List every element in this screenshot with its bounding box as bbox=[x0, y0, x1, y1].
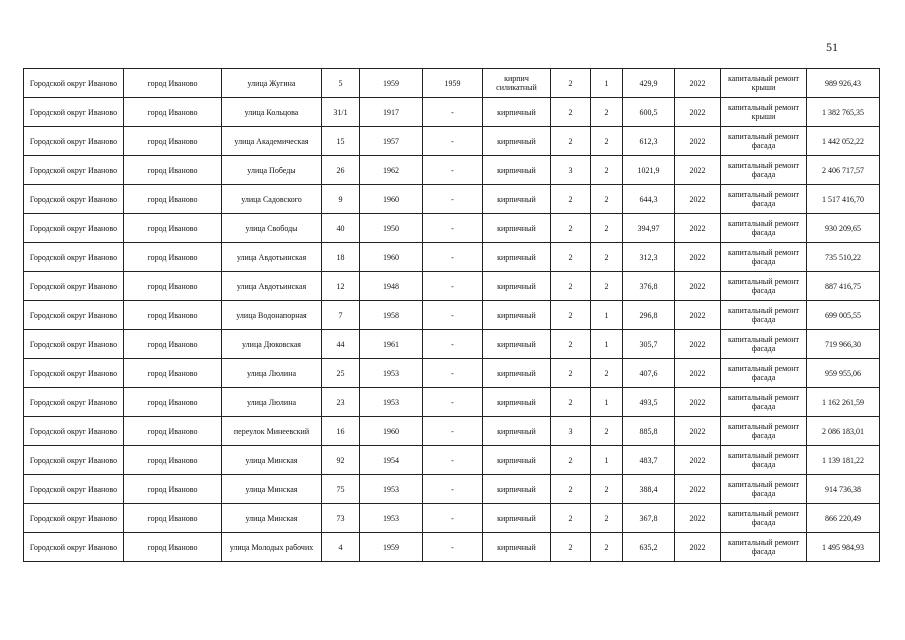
street-cell: улица Авдотьинская bbox=[222, 272, 322, 301]
wall-material-cell: кирпичный bbox=[483, 156, 551, 185]
wall-material-cell: кирпичный bbox=[483, 330, 551, 359]
build-year-cell: 1954 bbox=[360, 446, 423, 475]
reconstruction-year-cell: - bbox=[423, 156, 483, 185]
work-type-cell: капитальный ремонт фасада bbox=[721, 214, 807, 243]
cost-cell: 1 517 416,70 bbox=[807, 185, 880, 214]
table-row bbox=[24, 475, 880, 504]
cost-cell: 1 162 261,59 bbox=[807, 388, 880, 417]
municipality-cell: Городской округ Иваново bbox=[24, 98, 124, 127]
table-row bbox=[24, 417, 880, 446]
table-row bbox=[24, 185, 880, 214]
entrances-cell: 1 bbox=[591, 330, 623, 359]
settlement-cell: город Иваново bbox=[124, 185, 222, 214]
wall-material-cell: кирпичный bbox=[483, 98, 551, 127]
work-type-cell: капитальный ремонт фасада bbox=[721, 533, 807, 562]
house-number-cell: 7 bbox=[322, 301, 360, 330]
table-row bbox=[24, 69, 880, 98]
plan-year-cell: 2022 bbox=[675, 533, 721, 562]
table-row bbox=[24, 272, 880, 301]
house-number-cell: 5 bbox=[322, 69, 360, 98]
cost-cell: 887 416,75 bbox=[807, 272, 880, 301]
plan-year-cell: 2022 bbox=[675, 301, 721, 330]
reconstruction-year-cell: - bbox=[423, 127, 483, 156]
work-type-cell: капитальный ремонт фасада bbox=[721, 475, 807, 504]
work-type-cell: капитальный ремонт фасада bbox=[721, 156, 807, 185]
municipality-cell: Городской округ Иваново bbox=[24, 301, 124, 330]
street-cell: переулок Минеевский bbox=[222, 417, 322, 446]
plan-year-cell: 2022 bbox=[675, 446, 721, 475]
street-cell: улица Академическая bbox=[222, 127, 322, 156]
area-cell: 394,97 bbox=[623, 214, 675, 243]
floors-cell: 2 bbox=[551, 330, 591, 359]
floors-cell: 2 bbox=[551, 475, 591, 504]
house-number-cell: 18 bbox=[322, 243, 360, 272]
settlement-cell: город Иваново bbox=[124, 214, 222, 243]
area-cell: 376,8 bbox=[623, 272, 675, 301]
entrances-cell: 2 bbox=[591, 127, 623, 156]
build-year-cell: 1959 bbox=[360, 69, 423, 98]
build-year-cell: 1959 bbox=[360, 533, 423, 562]
work-type-cell: капитальный ремонт фасада bbox=[721, 185, 807, 214]
page-number: 51 bbox=[826, 40, 838, 54]
settlement-cell: город Иваново bbox=[124, 127, 222, 156]
work-type-cell: капитальный ремонт крыши bbox=[721, 69, 807, 98]
build-year-cell: 1953 bbox=[360, 504, 423, 533]
municipality-cell: Городской округ Иваново bbox=[24, 214, 124, 243]
area-cell: 493,5 bbox=[623, 388, 675, 417]
settlement-cell: город Иваново bbox=[124, 243, 222, 272]
area-cell: 644,3 bbox=[623, 185, 675, 214]
table-row bbox=[24, 330, 880, 359]
entrances-cell: 1 bbox=[591, 388, 623, 417]
table-row bbox=[24, 301, 880, 330]
municipality-cell: Городской округ Иваново bbox=[24, 272, 124, 301]
floors-cell: 2 bbox=[551, 359, 591, 388]
settlement-cell: город Иваново bbox=[124, 98, 222, 127]
house-number-cell: 31/1 bbox=[322, 98, 360, 127]
wall-material-cell: кирпичный bbox=[483, 272, 551, 301]
table-row bbox=[24, 533, 880, 562]
work-type-cell: капитальный ремонт фасада bbox=[721, 301, 807, 330]
wall-material-cell: кирпичный bbox=[483, 388, 551, 417]
cost-cell: 699 005,55 bbox=[807, 301, 880, 330]
wall-material-cell: кирпичный bbox=[483, 243, 551, 272]
street-cell: улица Садовского bbox=[222, 185, 322, 214]
cost-cell: 1 495 984,93 bbox=[807, 533, 880, 562]
house-number-cell: 16 bbox=[322, 417, 360, 446]
wall-material-cell: кирпичный bbox=[483, 446, 551, 475]
reconstruction-year-cell: - bbox=[423, 214, 483, 243]
settlement-cell: город Иваново bbox=[124, 533, 222, 562]
build-year-cell: 1953 bbox=[360, 475, 423, 504]
entrances-cell: 2 bbox=[591, 156, 623, 185]
work-type-cell: капитальный ремонт фасада bbox=[721, 504, 807, 533]
area-cell: 407,6 bbox=[623, 359, 675, 388]
floors-cell: 2 bbox=[551, 214, 591, 243]
municipality-cell: Городской округ Иваново bbox=[24, 243, 124, 272]
cost-cell: 866 220,49 bbox=[807, 504, 880, 533]
wall-material-cell: кирпичный bbox=[483, 359, 551, 388]
work-type-cell: капитальный ремонт фасада bbox=[721, 359, 807, 388]
area-cell: 312,3 bbox=[623, 243, 675, 272]
reconstruction-year-cell: 1959 bbox=[423, 69, 483, 98]
floors-cell: 2 bbox=[551, 533, 591, 562]
plan-year-cell: 2022 bbox=[675, 330, 721, 359]
floors-cell: 2 bbox=[551, 446, 591, 475]
plan-year-cell: 2022 bbox=[675, 388, 721, 417]
street-cell: улица Люлина bbox=[222, 359, 322, 388]
table-row bbox=[24, 446, 880, 475]
build-year-cell: 1962 bbox=[360, 156, 423, 185]
area-cell: 635,2 bbox=[623, 533, 675, 562]
municipality-cell: Городской округ Иваново bbox=[24, 446, 124, 475]
settlement-cell: город Иваново bbox=[124, 156, 222, 185]
street-cell: улица Свободы bbox=[222, 214, 322, 243]
house-number-cell: 73 bbox=[322, 504, 360, 533]
house-number-cell: 92 bbox=[322, 446, 360, 475]
build-year-cell: 1953 bbox=[360, 388, 423, 417]
area-cell: 388,4 bbox=[623, 475, 675, 504]
entrances-cell: 2 bbox=[591, 417, 623, 446]
municipality-cell: Городской округ Иваново bbox=[24, 388, 124, 417]
build-year-cell: 1950 bbox=[360, 214, 423, 243]
floors-cell: 2 bbox=[551, 272, 591, 301]
cost-cell: 959 955,06 bbox=[807, 359, 880, 388]
plan-year-cell: 2022 bbox=[675, 127, 721, 156]
wall-material-cell: кирпичный bbox=[483, 127, 551, 156]
cost-cell: 1 442 052,22 bbox=[807, 127, 880, 156]
settlement-cell: город Иваново bbox=[124, 446, 222, 475]
table-row bbox=[24, 388, 880, 417]
build-year-cell: 1917 bbox=[360, 98, 423, 127]
area-cell: 483,7 bbox=[623, 446, 675, 475]
settlement-cell: город Иваново bbox=[124, 504, 222, 533]
build-year-cell: 1957 bbox=[360, 127, 423, 156]
build-year-cell: 1960 bbox=[360, 243, 423, 272]
reconstruction-year-cell: - bbox=[423, 533, 483, 562]
municipality-cell: Городской округ Иваново bbox=[24, 330, 124, 359]
plan-year-cell: 2022 bbox=[675, 156, 721, 185]
reconstruction-year-cell: - bbox=[423, 243, 483, 272]
table-row bbox=[24, 98, 880, 127]
wall-material-cell: кирпичный bbox=[483, 533, 551, 562]
settlement-cell: город Иваново bbox=[124, 388, 222, 417]
municipality-cell: Городской округ Иваново bbox=[24, 533, 124, 562]
cost-cell: 1 382 765,35 bbox=[807, 98, 880, 127]
street-cell: улица Молодых рабочих bbox=[222, 533, 322, 562]
entrances-cell: 2 bbox=[591, 475, 623, 504]
municipality-cell: Городской округ Иваново bbox=[24, 127, 124, 156]
street-cell: улица Минская bbox=[222, 446, 322, 475]
house-number-cell: 26 bbox=[322, 156, 360, 185]
plan-year-cell: 2022 bbox=[675, 272, 721, 301]
reconstruction-year-cell: - bbox=[423, 475, 483, 504]
entrances-cell: 2 bbox=[591, 533, 623, 562]
street-cell: улица Кольцова bbox=[222, 98, 322, 127]
area-cell: 305,7 bbox=[623, 330, 675, 359]
street-cell: улица Минская bbox=[222, 504, 322, 533]
street-cell: улица Жугина bbox=[222, 69, 322, 98]
table-row bbox=[24, 127, 880, 156]
settlement-cell: город Иваново bbox=[124, 330, 222, 359]
street-cell: улица Дюковская bbox=[222, 330, 322, 359]
entrances-cell: 2 bbox=[591, 243, 623, 272]
wall-material-cell: кирпичный bbox=[483, 504, 551, 533]
house-number-cell: 44 bbox=[322, 330, 360, 359]
reconstruction-year-cell: - bbox=[423, 388, 483, 417]
settlement-cell: город Иваново bbox=[124, 475, 222, 504]
municipality-cell: Городской округ Иваново bbox=[24, 504, 124, 533]
floors-cell: 2 bbox=[551, 243, 591, 272]
settlement-cell: город Иваново bbox=[124, 417, 222, 446]
plan-year-cell: 2022 bbox=[675, 243, 721, 272]
entrances-cell: 1 bbox=[591, 69, 623, 98]
area-cell: 600,5 bbox=[623, 98, 675, 127]
wall-material-cell: кирпичный bbox=[483, 185, 551, 214]
municipality-cell: Городской округ Иваново bbox=[24, 156, 124, 185]
floors-cell: 2 bbox=[551, 504, 591, 533]
build-year-cell: 1958 bbox=[360, 301, 423, 330]
wall-material-cell: кирпичный bbox=[483, 301, 551, 330]
plan-year-cell: 2022 bbox=[675, 185, 721, 214]
cost-cell: 930 209,65 bbox=[807, 214, 880, 243]
work-type-cell: капитальный ремонт фасада bbox=[721, 417, 807, 446]
house-number-cell: 12 bbox=[322, 272, 360, 301]
floors-cell: 3 bbox=[551, 417, 591, 446]
cost-cell: 2 406 717,57 bbox=[807, 156, 880, 185]
entrances-cell: 2 bbox=[591, 185, 623, 214]
floors-cell: 2 bbox=[551, 127, 591, 156]
table-row bbox=[24, 243, 880, 272]
house-number-cell: 40 bbox=[322, 214, 360, 243]
municipality-cell: Городской округ Иваново bbox=[24, 69, 124, 98]
plan-year-cell: 2022 bbox=[675, 214, 721, 243]
reconstruction-year-cell: - bbox=[423, 272, 483, 301]
plan-year-cell: 2022 bbox=[675, 504, 721, 533]
entrances-cell: 1 bbox=[591, 301, 623, 330]
work-type-cell: капитальный ремонт крыши bbox=[721, 98, 807, 127]
settlement-cell: город Иваново bbox=[124, 359, 222, 388]
cost-cell: 719 966,30 bbox=[807, 330, 880, 359]
floors-cell: 2 bbox=[551, 388, 591, 417]
build-year-cell: 1961 bbox=[360, 330, 423, 359]
wall-material-cell: кирпичный bbox=[483, 475, 551, 504]
build-year-cell: 1960 bbox=[360, 185, 423, 214]
house-number-cell: 25 bbox=[322, 359, 360, 388]
plan-year-cell: 2022 bbox=[675, 69, 721, 98]
area-cell: 885,8 bbox=[623, 417, 675, 446]
municipality-cell: Городской округ Иваново bbox=[24, 359, 124, 388]
street-cell: улица Люлина bbox=[222, 388, 322, 417]
build-year-cell: 1960 bbox=[360, 417, 423, 446]
plan-year-cell: 2022 bbox=[675, 475, 721, 504]
entrances-cell: 2 bbox=[591, 98, 623, 127]
entrances-cell: 2 bbox=[591, 272, 623, 301]
housing-repair-table bbox=[23, 68, 880, 562]
wall-material-cell: кирпичный bbox=[483, 214, 551, 243]
floors-cell: 3 bbox=[551, 156, 591, 185]
area-cell: 429,9 bbox=[623, 69, 675, 98]
floors-cell: 2 bbox=[551, 98, 591, 127]
work-type-cell: капитальный ремонт фасада bbox=[721, 330, 807, 359]
entrances-cell: 2 bbox=[591, 359, 623, 388]
work-type-cell: капитальный ремонт фасада bbox=[721, 127, 807, 156]
build-year-cell: 1948 bbox=[360, 272, 423, 301]
area-cell: 367,8 bbox=[623, 504, 675, 533]
work-type-cell: капитальный ремонт фасада bbox=[721, 388, 807, 417]
municipality-cell: Городской округ Иваново bbox=[24, 475, 124, 504]
wall-material-cell: кирпич силикатный bbox=[483, 69, 551, 98]
table-row bbox=[24, 214, 880, 243]
area-cell: 1021,9 bbox=[623, 156, 675, 185]
reconstruction-year-cell: - bbox=[423, 359, 483, 388]
floors-cell: 2 bbox=[551, 301, 591, 330]
cost-cell: 914 736,38 bbox=[807, 475, 880, 504]
floors-cell: 2 bbox=[551, 69, 591, 98]
municipality-cell: Городской округ Иваново bbox=[24, 417, 124, 446]
settlement-cell: город Иваново bbox=[124, 301, 222, 330]
reconstruction-year-cell: - bbox=[423, 330, 483, 359]
plan-year-cell: 2022 bbox=[675, 98, 721, 127]
reconstruction-year-cell: - bbox=[423, 504, 483, 533]
house-number-cell: 23 bbox=[322, 388, 360, 417]
entrances-cell: 2 bbox=[591, 214, 623, 243]
cost-cell: 989 926,43 bbox=[807, 69, 880, 98]
reconstruction-year-cell: - bbox=[423, 417, 483, 446]
floors-cell: 2 bbox=[551, 185, 591, 214]
plan-year-cell: 2022 bbox=[675, 359, 721, 388]
street-cell: улица Победы bbox=[222, 156, 322, 185]
settlement-cell: город Иваново bbox=[124, 69, 222, 98]
street-cell: улица Водонапорная bbox=[222, 301, 322, 330]
reconstruction-year-cell: - bbox=[423, 301, 483, 330]
area-cell: 296,8 bbox=[623, 301, 675, 330]
entrances-cell: 1 bbox=[591, 446, 623, 475]
cost-cell: 735 510,22 bbox=[807, 243, 880, 272]
cost-cell: 2 086 183,01 bbox=[807, 417, 880, 446]
cost-cell: 1 139 181,22 bbox=[807, 446, 880, 475]
reconstruction-year-cell: - bbox=[423, 446, 483, 475]
area-cell: 612,3 bbox=[623, 127, 675, 156]
house-number-cell: 75 bbox=[322, 475, 360, 504]
build-year-cell: 1953 bbox=[360, 359, 423, 388]
street-cell: улица Авдотьинская bbox=[222, 243, 322, 272]
table-row bbox=[24, 359, 880, 388]
settlement-cell: город Иваново bbox=[124, 272, 222, 301]
house-number-cell: 15 bbox=[322, 127, 360, 156]
street-cell: улица Минская bbox=[222, 475, 322, 504]
municipality-cell: Городской округ Иваново bbox=[24, 185, 124, 214]
work-type-cell: капитальный ремонт фасада bbox=[721, 446, 807, 475]
house-number-cell: 4 bbox=[322, 533, 360, 562]
reconstruction-year-cell: - bbox=[423, 185, 483, 214]
house-number-cell: 9 bbox=[322, 185, 360, 214]
plan-year-cell: 2022 bbox=[675, 417, 721, 446]
reconstruction-year-cell: - bbox=[423, 98, 483, 127]
entrances-cell: 2 bbox=[591, 504, 623, 533]
work-type-cell: капитальный ремонт фасада bbox=[721, 272, 807, 301]
table-row bbox=[24, 504, 880, 533]
wall-material-cell: кирпичный bbox=[483, 417, 551, 446]
table-row bbox=[24, 156, 880, 185]
work-type-cell: капитальный ремонт фасада bbox=[721, 243, 807, 272]
